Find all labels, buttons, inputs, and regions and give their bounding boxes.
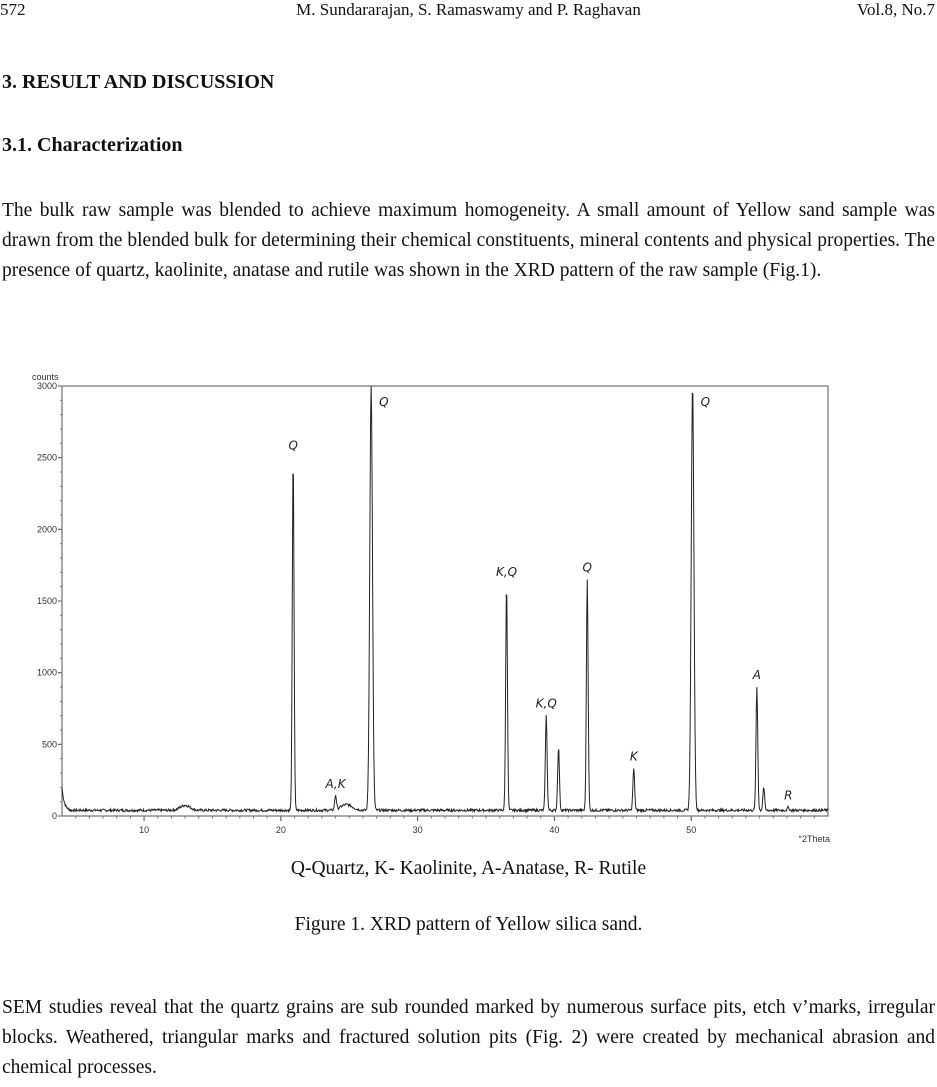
legend-caption: Q-Quartz, K- Kaolinite, A-Anatase, R- Rutile: [290, 858, 647, 879]
peak-label: A,K: [325, 776, 346, 791]
y-axis-label: counts: [32, 372, 59, 382]
figure-caption: Figure 1. XRD pattern of Yellow silica sand.: [294, 914, 643, 935]
header-volume: Vol.8, No.7: [856, 0, 935, 19]
x-tick-label: 20: [275, 825, 286, 835]
peak-label: K,Q: [535, 696, 557, 711]
running-header: [0, 0, 937, 20]
subsection-title: 3.1. Characterization: [2, 134, 183, 156]
x-tick-label: 40: [549, 825, 560, 835]
x-tick-label: 50: [686, 825, 697, 835]
peak-label: Q: [379, 395, 389, 409]
header-authors: M. Sundararajan, S. Ramaswamy and P. Raghavan: [296, 0, 641, 19]
paragraph-characterization: The bulk raw sample was blended to achieve maximum homogeneity. A small amount of Yellow sand sample was drawn from the blended bulk for determining their chemical constituents, mineral contents and physical properties. The presence of quartz, kaolinite, anatase and rutile was shown in the XRD pattern of the raw sample (Fig.1).: [2, 200, 935, 281]
x-tick-label: 30: [412, 825, 423, 835]
peak-label: K,Q: [495, 564, 518, 579]
y-tick-label: 3000: [36, 381, 57, 391]
paragraph-sem: SEM studies reveal that the quartz grains are sub rounded marked by numerous surface pits, etch v’marks, irregular blocks. Weathered, triangular marks and fractured solution pits (Fig. 2) were created by mechanical abrasion and chemical processes.: [2, 997, 935, 1078]
y-tick-label: 1500: [36, 596, 57, 606]
xrd-chart: [30, 368, 840, 858]
y-tick-label: 1000: [36, 667, 57, 678]
y-tick-label: 2000: [36, 524, 57, 535]
y-tick-label: 2500: [36, 452, 57, 463]
y-tick-label: 0: [51, 811, 57, 821]
peak-label: A: [752, 668, 761, 682]
y-tick-label: 500: [41, 739, 57, 750]
plot-frame: [62, 386, 828, 816]
peak-label: Q: [582, 560, 592, 575]
xrd-pattern-line: [62, 386, 828, 812]
section-title: 3. RESULT AND DISCUSSION: [2, 71, 275, 93]
peak-label: R: [784, 788, 793, 803]
peak-label: Q: [288, 438, 298, 453]
peak-label: Q: [700, 395, 711, 409]
x-tick-label: 10: [139, 825, 150, 835]
page-number: 572: [0, 0, 26, 19]
peak-label: K: [629, 749, 638, 764]
x-axis-label: °2Theta: [798, 834, 830, 844]
